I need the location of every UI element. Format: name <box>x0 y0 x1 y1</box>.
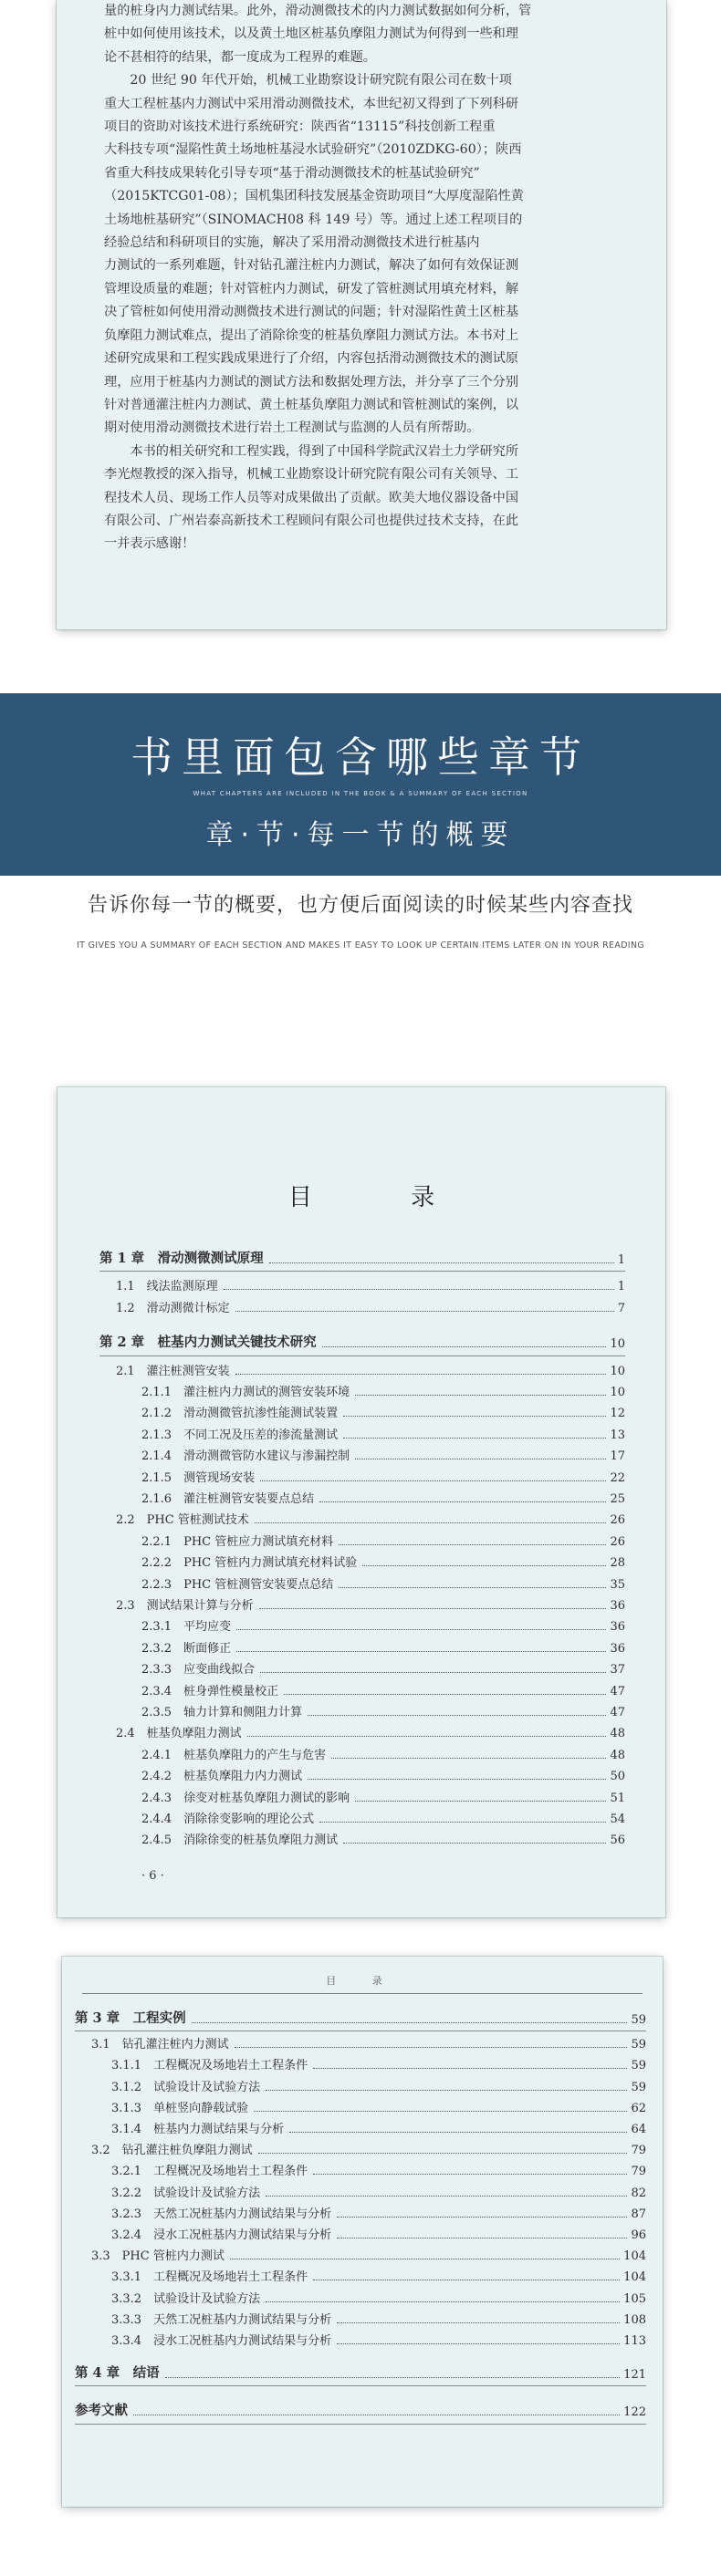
toc-entry-page: 48 <box>610 1727 625 1741</box>
toc-section-entry <box>141 1382 625 1399</box>
toc-leader-dots <box>259 1608 607 1609</box>
toc-leader-dots <box>266 2301 620 2302</box>
toc-entry-label: 第 3 章 工程实例 <box>75 2010 186 2026</box>
toc-entry-page: 59 <box>631 2013 646 2027</box>
toc-page-1 <box>57 1087 665 1917</box>
toc-section-entry <box>141 1788 625 1805</box>
toc-section-entry <box>141 1830 625 1847</box>
toc-section-entry <box>141 1681 625 1698</box>
toc-entry-page: 64 <box>631 2123 646 2136</box>
preface-line: 量的桩身内力测试结果。此外，滑动测微技术的内力测试数据如何分析，管 <box>104 4 532 18</box>
toc-entry-page: 82 <box>631 2186 646 2200</box>
toc-section-entry <box>111 2204 646 2221</box>
toc-entry-page: 87 <box>631 2207 646 2221</box>
toc-entry-label: 3.2.1 工程概况及场地岩土工程条件 <box>111 2165 308 2179</box>
toc-entry-page: 17 <box>610 1449 625 1464</box>
banner-subtitle: 章·节·每一节的概要 <box>205 819 516 851</box>
toc-entry-page: 62 <box>631 2101 646 2115</box>
toc-leader-dots <box>235 2047 628 2048</box>
toc-entry-label: 2.2 PHC 管桩测试技术 <box>116 1513 249 1528</box>
toc-leader-dots <box>260 1672 606 1673</box>
toc-entry-label: 2.2.3 PHC 管桩测管安装要点总结 <box>141 1577 334 1592</box>
toc-entry-page: 79 <box>631 2144 646 2158</box>
toc-leader-dots <box>339 1587 606 1588</box>
chapter-rule <box>99 1271 625 1272</box>
toc-section-entry <box>111 2310 646 2327</box>
toc-chapter-entry <box>75 2008 646 2027</box>
toc-entry-label: 2.2.2 PHC 管桩内力测试填充材料试验 <box>141 1556 358 1571</box>
toc-entry-label: 2.4 桩基负摩阻力测试 <box>116 1727 242 1741</box>
toc-chapter-entry <box>99 1248 625 1267</box>
toc-entry-page: 37 <box>610 1663 625 1678</box>
toc-leader-dots <box>235 1374 607 1375</box>
toc-entry-page: 59 <box>631 2038 646 2052</box>
section-description: 告诉你每一节的概要，也方便后面阅读的时候某些内容查找 <box>87 894 633 917</box>
toc-entry-page: 10 <box>610 1337 625 1352</box>
toc-entry-label: 3.2 钻孔灌注桩负摩阻力测试 <box>91 2144 253 2158</box>
toc-entry-label: 3.2.3 天然工况桩基内力测试结果与分析 <box>111 2207 332 2221</box>
preface-line: 省重大科技成果转化引导专项“基于滑动测微技术的桩基试验研究” <box>104 165 480 181</box>
toc-leader-dots <box>313 2174 627 2175</box>
toc-entry-label: 1.1 线法监测原理 <box>116 1280 218 1294</box>
toc-entry-page: 59 <box>631 2059 646 2073</box>
preface-text <box>104 0 615 556</box>
toc-entry-page: 122 <box>623 2405 646 2420</box>
preface-line: 管埋设质量的难题；针对管桩内力测试，研发了管桩测试用填充材料，解 <box>104 281 519 296</box>
toc-entry-page: 56 <box>610 1833 625 1848</box>
toc-entry-page: 54 <box>610 1813 625 1826</box>
toc-entry-label: 3.3.1 工程概况及场地岩土工程条件 <box>111 2270 308 2285</box>
toc-leader-dots <box>339 1544 606 1545</box>
toc-entry-label: 2.3.4 桩身弹性模量校正 <box>141 1684 279 1698</box>
preface-line: 本书的相关研究和工程实践，得到了中国科学院武汉岩土力学研究所 <box>130 443 519 459</box>
toc-leader-dots <box>236 1651 606 1652</box>
toc-entry-label: 3.2.2 试验设计及试验方法 <box>111 2186 261 2200</box>
toc-section-entry <box>141 1532 625 1549</box>
toc-section-entry <box>111 2267 646 2284</box>
preface-line: （2015KTCG01-08）；国机集团科技发展基金资助项目“大厚度湿陷性黄 <box>104 189 524 204</box>
toc-entry-label: 2.1 灌注桩测管安装 <box>116 1364 230 1378</box>
toc-entry-label: 2.1.4 滑动测微管防水建议与渗漏控制 <box>141 1449 350 1464</box>
preface-line: 述研究成果和工程实践成果进行了介绍，内容包括滑动测微技术的测试原 <box>104 351 519 367</box>
preface-line: 经验总结和科研项目的实施，解决了采用滑动测微技术进行桩基内 <box>104 235 480 251</box>
toc-entry-label: 2.4.1 桩基负摩阻力的产生与危害 <box>141 1748 327 1762</box>
toc-entry-label: 参考文献 <box>75 2403 128 2419</box>
preface-line: 李光煜教授的深入指导，机械工业勘察设计研究院有限公司有关领导、工 <box>104 467 519 483</box>
toc-leader-dots <box>322 1346 607 1347</box>
toc-entry-page: 105 <box>623 2291 646 2306</box>
toc-entry-label: 第 1 章 滑动测微测试原理 <box>99 1251 264 1266</box>
toc-leader-dots <box>260 1480 606 1481</box>
toc-entry-label: 3.1.2 试验设计及试验方法 <box>111 2080 261 2094</box>
toc-leader-dots <box>355 1801 606 1802</box>
toc-entry-label: 3.2.4 浸水工况桩基内力测试结果与分析 <box>111 2228 332 2242</box>
toc-entry-page: 48 <box>610 1748 625 1762</box>
toc-entry-page: 36 <box>610 1599 625 1613</box>
toc-leader-dots <box>313 2068 627 2069</box>
toc-section-entry <box>111 2331 646 2348</box>
toc-leader-dots <box>269 1262 614 1263</box>
toc-entry-page: 12 <box>610 1407 625 1421</box>
toc-entry-page: 104 <box>623 2270 646 2285</box>
toc-leader-dots <box>308 1715 606 1716</box>
preface-line: 期对使用滑动测微技术进行岩土工程测试与监测的人员有所帮助。 <box>104 421 480 436</box>
toc-entry-label: 第 2 章 桩基内力测试关键技术研究 <box>99 1335 317 1351</box>
preface-line: 大科技专项“湿陷性黄土场地桩基浸水试验研究”（2010ZDKG-60）；陕西 <box>104 142 522 158</box>
toc-entry-label: 2.4.3 徐变对桩基负摩阻力测试的影响 <box>141 1791 350 1805</box>
toc-entry-page: 25 <box>610 1492 625 1506</box>
toc-leader-dots <box>247 1736 607 1737</box>
toc-entry-page: 10 <box>610 1364 625 1378</box>
toc-section-entry <box>141 1809 625 1826</box>
toc-leader-dots <box>343 1416 606 1417</box>
toc-leader-dots <box>319 1822 606 1823</box>
toc-entry-label: 2.4.5 消除徐变的桩基负摩阻力测试 <box>141 1833 339 1848</box>
toc-entry-page: 47 <box>610 1706 625 1719</box>
toc-entry-page: 121 <box>623 2368 646 2383</box>
preface-line: 论不甚相符的结果，都一度成为工程界的难题。 <box>104 49 376 65</box>
toc-entry-page: 96 <box>631 2228 646 2242</box>
toc-title: 目 录 <box>287 1184 481 1211</box>
toc-entry-page: 104 <box>623 2249 646 2264</box>
toc-leader-dots <box>224 1289 614 1290</box>
toc-entry-page: 47 <box>610 1684 625 1698</box>
toc-section-entry <box>116 1595 625 1613</box>
toc-leader-dots <box>289 2132 627 2133</box>
toc-section-entry <box>141 1446 625 1463</box>
preface-line: 桩中如何使用该技术，以及黄土地区桩基负摩阻力测试为何得到一些和理 <box>104 26 519 42</box>
toc-leader-dots <box>235 1311 614 1312</box>
toc-entry-label: 2.1.5 测管现场安装 <box>141 1470 256 1485</box>
toc-entry-label: 3.3 PHC 管桩内力测试 <box>91 2249 225 2264</box>
toc-section-entry <box>116 1510 625 1527</box>
toc-entry-page: 79 <box>631 2165 646 2179</box>
preface-line: 土场地桩基研究”（SINOMACH08 科 149 号）等。通过上述工程项目的 <box>104 212 523 227</box>
toc-entry-label: 2.1.1 灌注桩内力测试的测管安装环境 <box>141 1386 350 1399</box>
toc-entry-page: 22 <box>610 1470 625 1485</box>
toc-leader-dots <box>331 1758 606 1759</box>
toc-entry-page: 1 <box>617 1253 625 1267</box>
toc-section-entry <box>111 2161 646 2178</box>
toc-entry-label: 3.3.2 试验设计及试验方法 <box>111 2291 261 2306</box>
toc-leader-dots <box>355 1395 606 1396</box>
toc-entry-label: 2.3.5 轴力计算和侧阻力计算 <box>141 1706 303 1719</box>
preface-page <box>57 0 666 629</box>
toc-section-entry <box>116 1276 625 1293</box>
toc-section-entry <box>141 1468 625 1485</box>
preface-line: 针对普通灌注桩内力测试、黄土桩基负摩阻力测试和管桩测试的案例，以 <box>104 397 519 412</box>
preface-line: 力测试的一系列难题，针对钻孔灌注桩内力测试，解决了如何有效保证测 <box>104 258 519 274</box>
toc-entry-page: 113 <box>623 2334 646 2348</box>
toc-entry-page: 51 <box>610 1791 625 1805</box>
toc-section-entry <box>141 1659 625 1677</box>
toc-entry-label: 3.1 钻孔灌注桩内力测试 <box>91 2038 229 2052</box>
toc-section-entry <box>141 1553 625 1570</box>
toc-leader-dots <box>343 1438 606 1439</box>
preface-line: 20 世纪 90 年代开始，机械工业勘察设计研究院有限公司在数十项 <box>130 73 512 88</box>
toc-entry-page: 50 <box>610 1770 625 1784</box>
preface-line: 理，应用于桩基内力测试的测试方法和数据处理方法，并分享了三个分别 <box>104 374 519 390</box>
toc-entry-page: 10 <box>610 1386 625 1399</box>
toc-section-entry <box>141 1425 625 1442</box>
toc-section-entry <box>91 2140 646 2157</box>
preface-line: 负摩阻力测试难点，提出了消除徐变的桩基负摩阻力测试方法。本书对上 <box>104 327 519 343</box>
toc-entry-label: 1.2 滑动测微计标定 <box>116 1301 230 1315</box>
toc-entry-page: 108 <box>623 2312 646 2327</box>
toc-leader-dots <box>362 1565 606 1566</box>
preface-line: 有限公司、广州岩泰高新技术工程顾问有限公司也提供过技术支持，在此 <box>104 513 519 528</box>
toc-section-entry <box>111 2055 646 2072</box>
preface-line: 重大工程桩基内力测试中采用滑动测微技术，本世纪初又得到了下列科研 <box>104 96 519 111</box>
toc-entry-label: 2.4.2 桩基负摩阻力内力测试 <box>141 1770 303 1784</box>
running-head: 目 录 <box>326 1975 399 1987</box>
toc-leader-dots <box>266 2090 627 2091</box>
toc-leader-dots <box>236 1629 606 1630</box>
toc-entry-page: 28 <box>610 1556 625 1571</box>
toc-leader-dots <box>192 2022 628 2023</box>
toc-leader-dots <box>337 2322 620 2323</box>
toc-section-entry <box>141 1574 625 1592</box>
toc-entry-label: 2.2.1 PHC 管桩应力测试填充材料 <box>141 1534 334 1549</box>
toc-leader-dots <box>266 2196 627 2197</box>
toc-entry-page: 36 <box>610 1620 625 1635</box>
chapter-rule <box>75 2424 646 2425</box>
toc-entry-page: 7 <box>617 1301 625 1315</box>
toc-entry-label: 2.3.2 断面修正 <box>141 1641 232 1656</box>
toc-section-entry <box>141 1766 625 1783</box>
toc-entry-label: 3.1.3 单桩竖向静载试验 <box>111 2101 249 2115</box>
preface-line: 决了管桩如何使用滑动测微技术进行测试的问题；针对湿陷性黄土区桩基 <box>104 305 519 320</box>
banner-title: 书里面包含哪些章节 <box>131 732 590 782</box>
toc-leader-dots <box>337 2217 627 2218</box>
toc-entry-label: 2.4.4 消除徐变影响的理论公式 <box>141 1813 315 1826</box>
toc-leader-dots <box>284 1694 606 1695</box>
toc-entry-label: 2.3.3 应变曲线拟合 <box>141 1663 256 1678</box>
toc-leader-dots <box>337 2343 620 2344</box>
preface-line: 一并表示感谢！ <box>104 536 195 552</box>
header-rule <box>82 1993 643 1994</box>
toc-entry-label: 3.1.4 桩基内力测试结果与分析 <box>111 2123 285 2136</box>
toc-chapter-entry <box>75 2363 646 2382</box>
preface-line: 程技术人员、现场工作人员等对成果做出了贡献。欧美大地仪器设备中国 <box>104 490 519 505</box>
toc-section-entry <box>141 1702 625 1719</box>
toc-leader-dots <box>165 2377 620 2378</box>
toc-entry-page: 26 <box>610 1534 625 1549</box>
toc-leader-dots <box>254 2111 627 2112</box>
preface-line: 项目的资助对该技术进行系统研究：陕西省“13115”科技创新工程重 <box>104 119 496 135</box>
section-description-english: IT GIVES YOU A SUMMARY OF EACH SECTION AND MAKES IT EASY TO LOOK UP CERTAIN ITEMS LATER ON IN YOUR READING <box>76 940 645 950</box>
toc-section-entry <box>111 2119 646 2136</box>
toc-leader-dots <box>308 1779 606 1780</box>
toc-entry-label: 第 4 章 结语 <box>75 2365 160 2382</box>
toc-entry-page: 35 <box>610 1577 625 1592</box>
toc-entry-label: 2.1.3 不同工况及压差的渗流量测试 <box>141 1428 339 1442</box>
toc-entry-label: 3.1.1 工程概况及场地岩土工程条件 <box>111 2059 308 2073</box>
page-number: · 6 · <box>141 1869 164 1883</box>
toc-section-entry <box>111 2225 646 2242</box>
toc-page-2 <box>62 1957 663 2507</box>
toc-entry-label: 3.3.4 浸水工况桩基内力测试结果与分析 <box>111 2334 332 2348</box>
toc-section-entry <box>111 2077 646 2094</box>
toc-leader-dots <box>343 1843 606 1844</box>
toc-section-entry <box>141 1745 625 1762</box>
toc-section-entry <box>116 1723 625 1740</box>
toc-entry-label: 2.3.1 平均应变 <box>141 1620 232 1635</box>
toc-entry-label: 3.3.3 天然工况桩基内力测试结果与分析 <box>111 2312 332 2327</box>
chapters-banner <box>0 693 721 876</box>
toc-entry-label: 2.1.6 灌注桩测管安装要点总结 <box>141 1492 315 1506</box>
banner-english-caption: WHAT CHAPTERS ARE INCLUDED IN THE BOOK & A SUMMARY OF EACH SECTION <box>193 790 528 797</box>
toc-section-entry <box>116 1361 625 1378</box>
toc-entry-page: 13 <box>610 1428 625 1442</box>
toc-entry-page: 26 <box>610 1513 625 1528</box>
toc-entry-label: 2.1.2 滑动测微管抗渗性能测试装置 <box>141 1407 339 1421</box>
toc-section-entry <box>141 1489 625 1506</box>
toc-section-entry <box>141 1616 625 1634</box>
toc-entry-page: 59 <box>631 2080 646 2094</box>
toc-section-entry <box>141 1638 625 1656</box>
toc-section-entry <box>91 2246 646 2263</box>
toc-entry-page: 36 <box>610 1641 625 1656</box>
toc-chapter-entry <box>75 2400 646 2419</box>
toc-leader-dots <box>319 1501 606 1502</box>
toc-leader-dots <box>255 1522 607 1523</box>
toc-section-entry <box>91 2034 646 2051</box>
toc-section-entry <box>111 2098 646 2115</box>
toc-entry-label: 2.3 测试结果计算与分析 <box>116 1599 254 1613</box>
toc-section-entry <box>116 1298 625 1315</box>
toc-leader-dots <box>258 2153 628 2154</box>
toc-section-entry <box>111 2183 646 2200</box>
toc-section-entry <box>111 2289 646 2306</box>
toc-chapter-entry <box>99 1332 625 1351</box>
chapter-rule <box>75 2385 646 2386</box>
toc-entry-page: 1 <box>617 1280 625 1294</box>
toc-section-entry <box>141 1403 625 1420</box>
